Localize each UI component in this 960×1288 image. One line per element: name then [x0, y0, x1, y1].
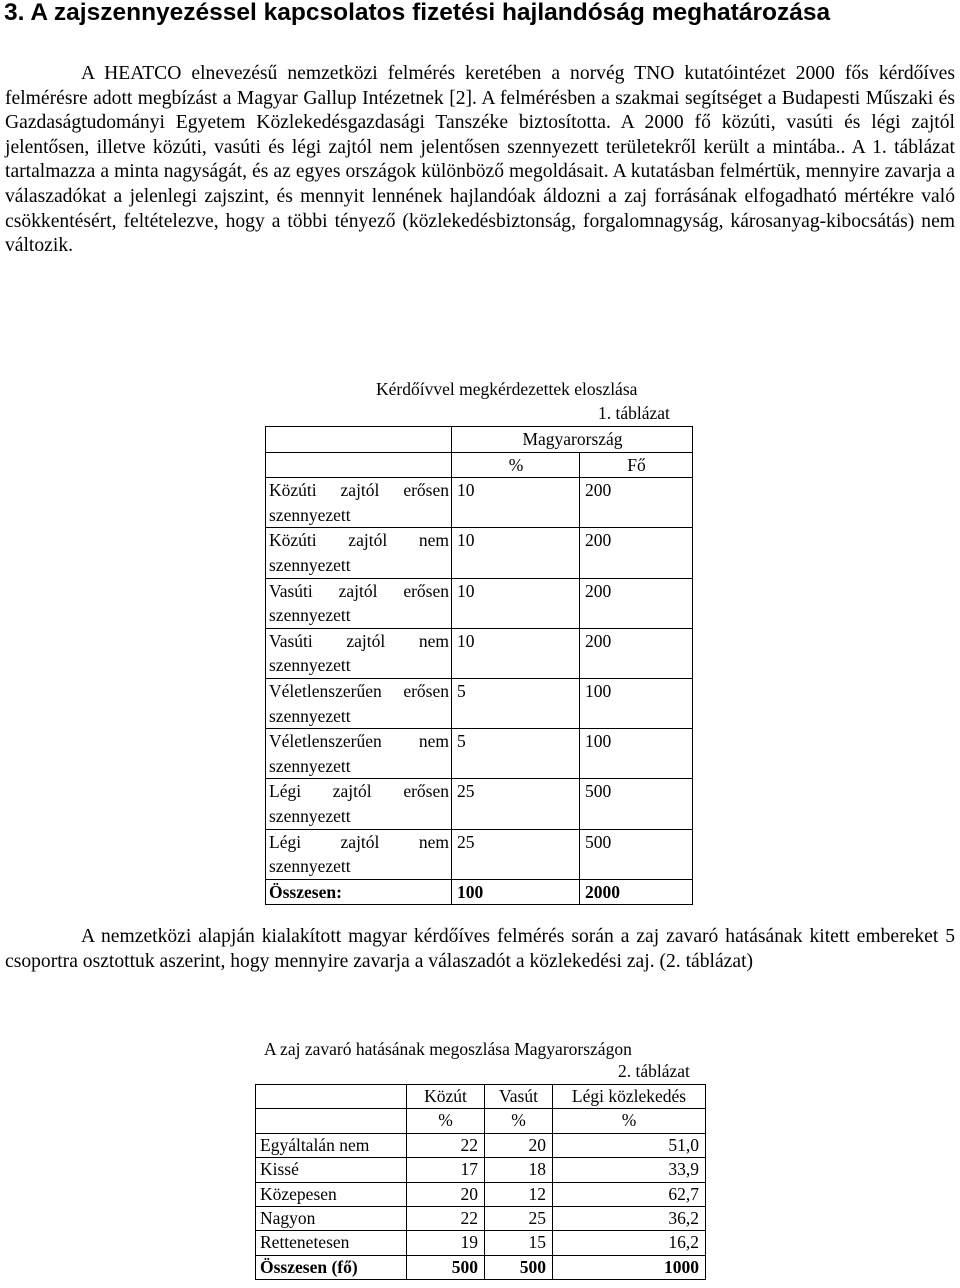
air-cell: 62,7: [553, 1182, 706, 1206]
table-total-row: [256, 1255, 706, 1279]
table2-number: 2. táblázat: [618, 1061, 690, 1081]
rail-cell: 12: [485, 1182, 553, 1206]
table-corner-cell: [256, 1085, 407, 1109]
table-row: [266, 628, 693, 678]
rail-header: Vasút: [485, 1085, 553, 1109]
table1-caption: Kérdőívvel megkérdezettek eloszlása: [376, 379, 638, 399]
pct-cell: 10: [452, 528, 580, 578]
table-row: [256, 1207, 706, 1231]
row-label: Vasúti zajtól erősen szennyezett: [266, 578, 452, 628]
row-label: Rettenetesen: [256, 1231, 407, 1255]
count-cell: 200: [580, 528, 693, 578]
row-label: Közúti zajtól nem szennyezett: [266, 528, 452, 578]
noise-annoyance-table: [255, 1084, 706, 1280]
road-header: Közút: [407, 1085, 485, 1109]
table-header-row: [256, 1085, 706, 1109]
row-label: Közúti zajtól erősen szennyezett: [266, 478, 452, 528]
rail-cell: 18: [485, 1158, 553, 1182]
pct-cell: 25: [452, 779, 580, 829]
count-cell: 200: [580, 478, 693, 528]
row-label: Véletlenszerűen nem szennyezett: [266, 729, 452, 779]
sample-distribution-table: [265, 426, 693, 905]
road-cell: 22: [407, 1133, 485, 1157]
count-cell: 500: [580, 779, 693, 829]
table-corner-cell: [266, 452, 452, 478]
table-row: [256, 1182, 706, 1206]
row-label: Közepesen: [256, 1182, 407, 1206]
total-label: Összesen (fő): [256, 1255, 407, 1279]
table-row: [256, 1133, 706, 1157]
total-count: 2000: [580, 879, 693, 905]
intro-paragraph: A HEATCO elnevezésű nemzetközi felmérés keretében a norvég TNO kutatóintézet 2000 fős kérdőíves felmérésre adott megbízást a Magyar Gallup Intézetnek [2]. A felmérésben a szakmai segítséget a Budapesti Műszaki és Gazdaságtudományi Egyetem Közlekedésgazdasági Tanszéke biztosította. A 2000 fő közúti, vasúti és légi zajtól jelentősen, illetve közúti, vasúti és légi zajtól nem jelentősen szennyezett területekről került a mintába.. A 1. táblázat tartalmazza a minta nagyságát, és az egyes országok különböző megoldásait. A kutatásban felmértük, mennyire zavarja a válaszadókat a jelenlegi zajszint, és mennyit lennének hajlandóak áldozni a zaj forrásának elfogadható mértékre való csökkentésért, feltételezve, hogy a többi tényező (közlekedésbiztonság, forgalomnagyság, károsanyag-kibocsátás) nem változik.: [5, 63, 955, 257]
table-row: [266, 729, 693, 779]
country-header: Magyarország: [452, 427, 693, 453]
road-cell: 17: [407, 1158, 485, 1182]
second-paragraph: A nemzetközi alapján kialakított magyar kérdőíves felmérés során a zaj zavaró hatásának kitett embereket 5 csoportra osztottuk aszerint, hogy mennyire zavarja a válaszadót a közlekedési zaj. (2. táblázat): [5, 926, 955, 972]
table-row: [266, 478, 693, 528]
rail-cell: 15: [485, 1231, 553, 1255]
table-row: [266, 829, 693, 879]
total-label: Összesen:: [266, 879, 452, 905]
table-corner-cell: [256, 1109, 407, 1133]
table-corner-cell: [266, 427, 452, 453]
pct-cell: 5: [452, 678, 580, 728]
air-cell: 36,2: [553, 1207, 706, 1231]
road-cell: 20: [407, 1182, 485, 1206]
air-header: Légi közlekedés: [553, 1085, 706, 1109]
air-cell: 16,2: [553, 1231, 706, 1255]
table2-caption: A zaj zavaró hatásának megoszlása Magyarországon: [264, 1039, 632, 1059]
table-unit-row: [266, 452, 693, 478]
pct-header: %: [452, 452, 580, 478]
count-cell: 500: [580, 829, 693, 879]
total-rail: 500: [485, 1255, 553, 1279]
table-row: [266, 678, 693, 728]
row-label: Légi zajtól nem szennyezett: [266, 829, 452, 879]
table-row: [256, 1231, 706, 1255]
road-cell: 19: [407, 1231, 485, 1255]
air-cell: 51,0: [553, 1133, 706, 1157]
total-air: 1000: [553, 1255, 706, 1279]
table-total-row: [266, 879, 693, 905]
row-label: Vasúti zajtól nem szennyezett: [266, 628, 452, 678]
unit-cell: %: [485, 1109, 553, 1133]
pct-cell: 5: [452, 729, 580, 779]
pct-cell: 10: [452, 478, 580, 528]
total-road: 500: [407, 1255, 485, 1279]
table-row: [266, 528, 693, 578]
rail-cell: 20: [485, 1133, 553, 1157]
table1-number: 1. táblázat: [598, 403, 670, 423]
pct-cell: 10: [452, 578, 580, 628]
row-label: Légi zajtól erősen szennyezett: [266, 779, 452, 829]
table-unit-row: [256, 1109, 706, 1133]
rail-cell: 25: [485, 1207, 553, 1231]
row-label: Nagyon: [256, 1207, 407, 1231]
table-row: [266, 779, 693, 829]
count-header: Fő: [580, 452, 693, 478]
pct-cell: 10: [452, 628, 580, 678]
total-pct: 100: [452, 879, 580, 905]
table-row: [256, 1158, 706, 1182]
count-cell: 100: [580, 678, 693, 728]
row-label: Egyáltalán nem: [256, 1133, 407, 1157]
section-title: 3. A zajszennyezéssel kapcsolatos fizetési hajlandóság meghatározása: [4, 0, 831, 26]
count-cell: 200: [580, 578, 693, 628]
row-label: Véletlenszerűen erősen szennyezett: [266, 678, 452, 728]
pct-cell: 25: [452, 829, 580, 879]
unit-cell: %: [407, 1109, 485, 1133]
air-cell: 33,9: [553, 1158, 706, 1182]
table-header-row: [266, 427, 693, 453]
count-cell: 100: [580, 729, 693, 779]
road-cell: 22: [407, 1207, 485, 1231]
table-row: [266, 578, 693, 628]
row-label: Kissé: [256, 1158, 407, 1182]
unit-cell: %: [553, 1109, 706, 1133]
count-cell: 200: [580, 628, 693, 678]
